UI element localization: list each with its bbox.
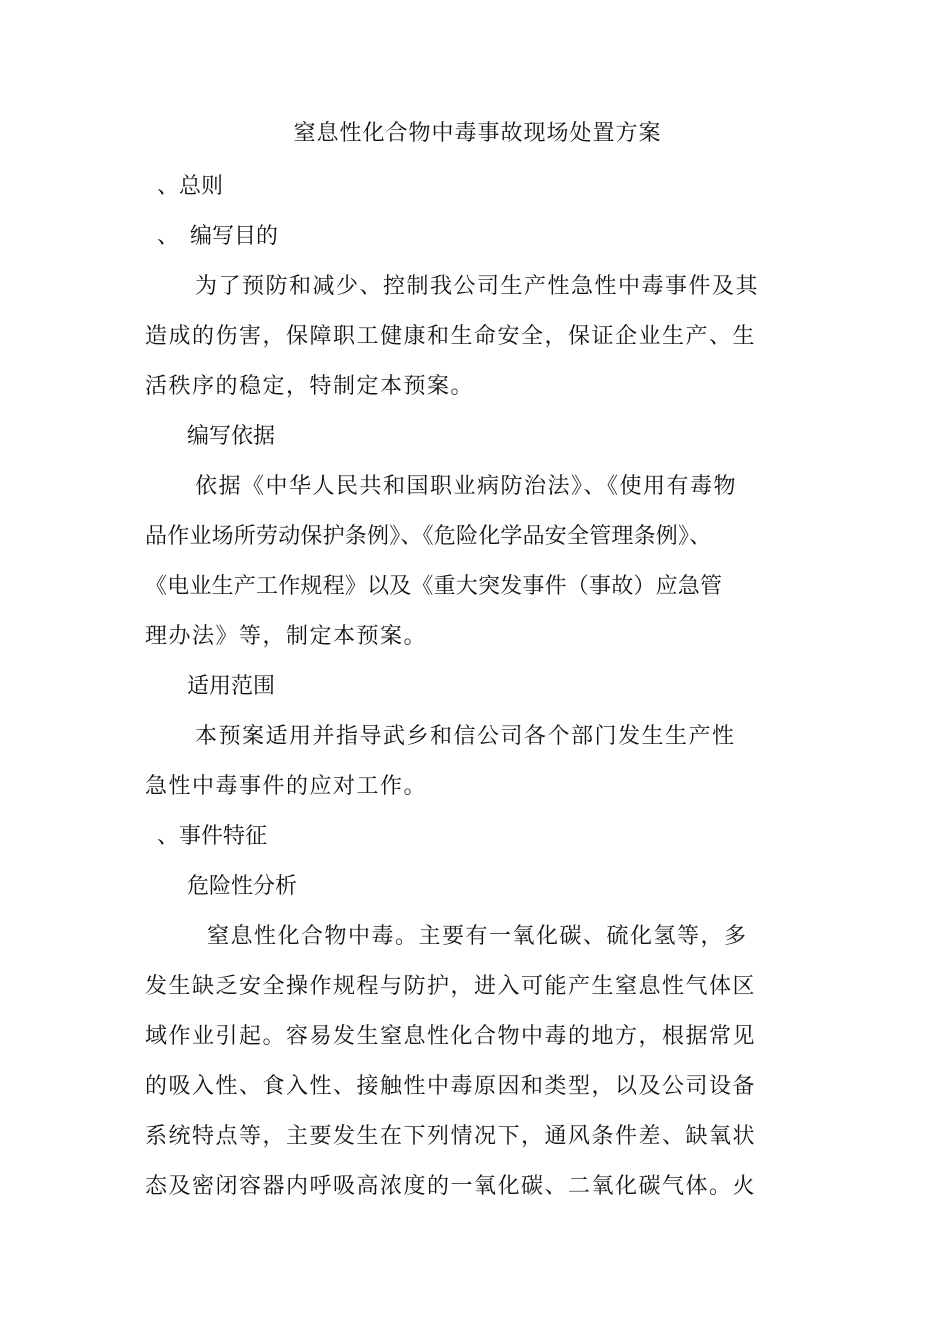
paragraph-line: 《电业生产工作规程》以及《重大突发事件（事故）应急管 <box>145 574 723 599</box>
document-title: 窒息性化合物中毒事故现场处置方案 <box>293 121 662 146</box>
paragraph-line: 造成的伤害，保障职工健康和生命安全，保证企业生产、生 <box>145 324 757 349</box>
paragraph-line: 依据《中华人民共和国职业病防治法》、《使用有毒物 <box>195 474 738 499</box>
paragraph-line: 窒息性化合物中毒。主要有一氧化碳、硫化氢等，多 <box>207 924 748 949</box>
section-heading-general: 、总则 <box>157 174 224 199</box>
subsection-heading-purpose: 、 编写目的 <box>157 224 279 249</box>
paragraph-line: 系统特点等，主要发生在下列情况下，通风条件差、缺氧状 <box>145 1124 757 1149</box>
paragraph-line: 活秩序的稳定，特制定本预案。 <box>145 374 475 399</box>
paragraph-line: 发生缺乏安全操作规程与防护，进入可能产生窒息性气体区 <box>145 974 757 999</box>
paragraph-line: 的吸入性、食入性、接触性中毒原因和类型，以及公司设备 <box>145 1074 757 1099</box>
paragraph-line: 本预案适用并指导武乡和信公司各个部门发生生产性 <box>195 724 736 749</box>
paragraph-line: 域作业引起。容易发生窒息性化合物中毒的地方，根据常见 <box>145 1024 757 1049</box>
subsection-heading-scope: 适用范围 <box>187 674 276 699</box>
paragraph-line: 为了预防和减少、控制我公司生产性急性中毒事件及其 <box>195 274 760 299</box>
paragraph-line: 态及密闭容器内呼吸高浓度的一氧化碳、二氧化碳气体。火 <box>145 1174 757 1199</box>
paragraph-line: 理办法》等，制定本预案。 <box>145 624 428 649</box>
subsection-heading-basis: 编写依据 <box>187 424 276 449</box>
paragraph-line: 急性中毒事件的应对工作。 <box>145 774 428 799</box>
section-heading-features: 、事件特征 <box>157 824 268 849</box>
paragraph-line: 品作业场所劳动保护条例》、《危险化学品安全管理条例》、 <box>145 524 712 549</box>
subsection-heading-hazard: 危险性分析 <box>187 874 298 899</box>
